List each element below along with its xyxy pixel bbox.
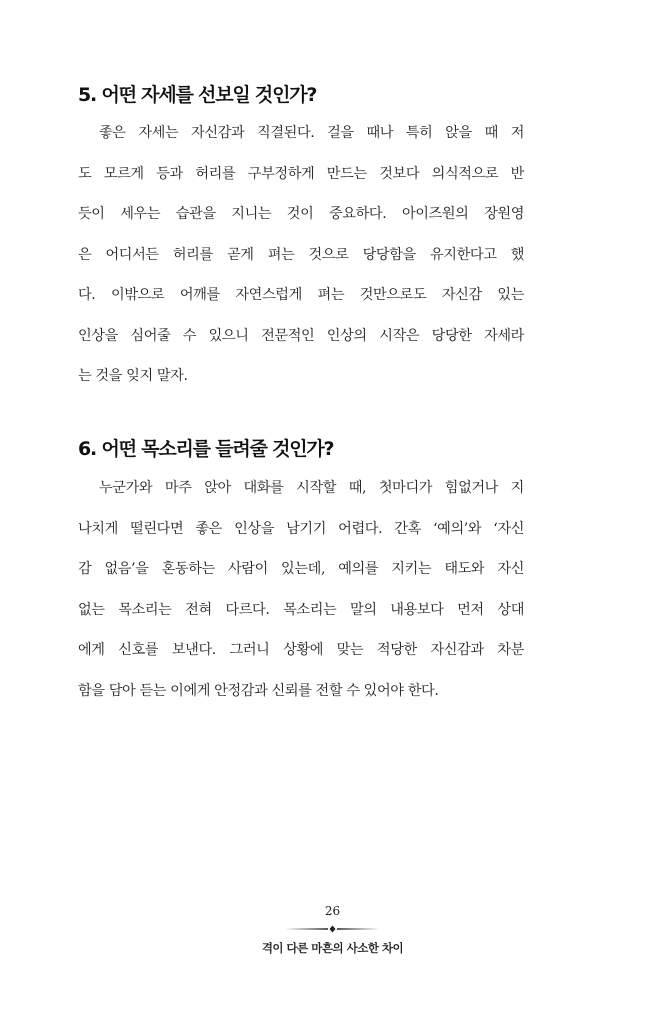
section-paragraph-6	[78, 468, 524, 711]
paragraph-line: 는 것을 잊지 말자.	[78, 368, 188, 384]
section-heading-5: 5. 어떤 자세를 선보일 것인가?	[78, 84, 317, 106]
paragraph-line: 함을 담아 듣는 이에게 안정감과 신뢰를 전할 수 있어야 한다.	[78, 682, 439, 699]
paragraph-line: 도 모르게 등과 허리를 구부정하게 만드는 것보다 의식적으로 반	[78, 165, 524, 182]
paragraph-line: 누군가와 마주 앉아 대화를 시작할 때, 첫마디가 힘없거나 지	[99, 480, 524, 496]
page-number: 26	[324, 904, 341, 918]
paragraph-line: 나치게 떨린다면 좋은 인상을 남기기 어렵다. 간혹 ‘예의’와 ‘자신	[78, 520, 524, 537]
paragraph-line: 감 없음’을 혼동하는 사람이 있는데, 예의를 지키는 태도와 자신	[78, 561, 524, 577]
running-footer-title: 격이 다른 마흔의 사소한 차이	[261, 941, 404, 955]
paragraph-line: 에게 신호를 보낸다. 그러니 상황에 맞는 적당한 자신감과 차분	[78, 642, 524, 658]
ornament-divider-icon	[283, 924, 382, 934]
paragraph-line: 다. 이밖으로 어깨를 자연스럽게 펴는 것만으로도 자신감 있는	[78, 287, 524, 303]
paragraph-line: 은 어디서든 허리를 곧게 펴는 것으로 당당함을 유지한다고 했	[78, 246, 524, 263]
section-paragraph-5	[78, 113, 524, 397]
paragraph-line: 좋은 자세는 자신감과 직결된다. 걸을 때나 특히 앉을 때 저	[99, 125, 524, 141]
section-heading-6: 6. 어떤 목소리를 들려줄 것인가?	[78, 438, 334, 460]
paragraph-line: 없는 목소리는 전혀 다르다. 목소리는 말의 내용보다 먼저 상대	[78, 601, 524, 618]
paragraph-line: 인상을 심어줄 수 있으니 전문적인 인상의 시작은 당당한 자세라	[78, 327, 524, 344]
paragraph-line: 듯이 세우는 습관을 지니는 것이 중요하다. 아이즈원의 장원영	[78, 206, 524, 222]
